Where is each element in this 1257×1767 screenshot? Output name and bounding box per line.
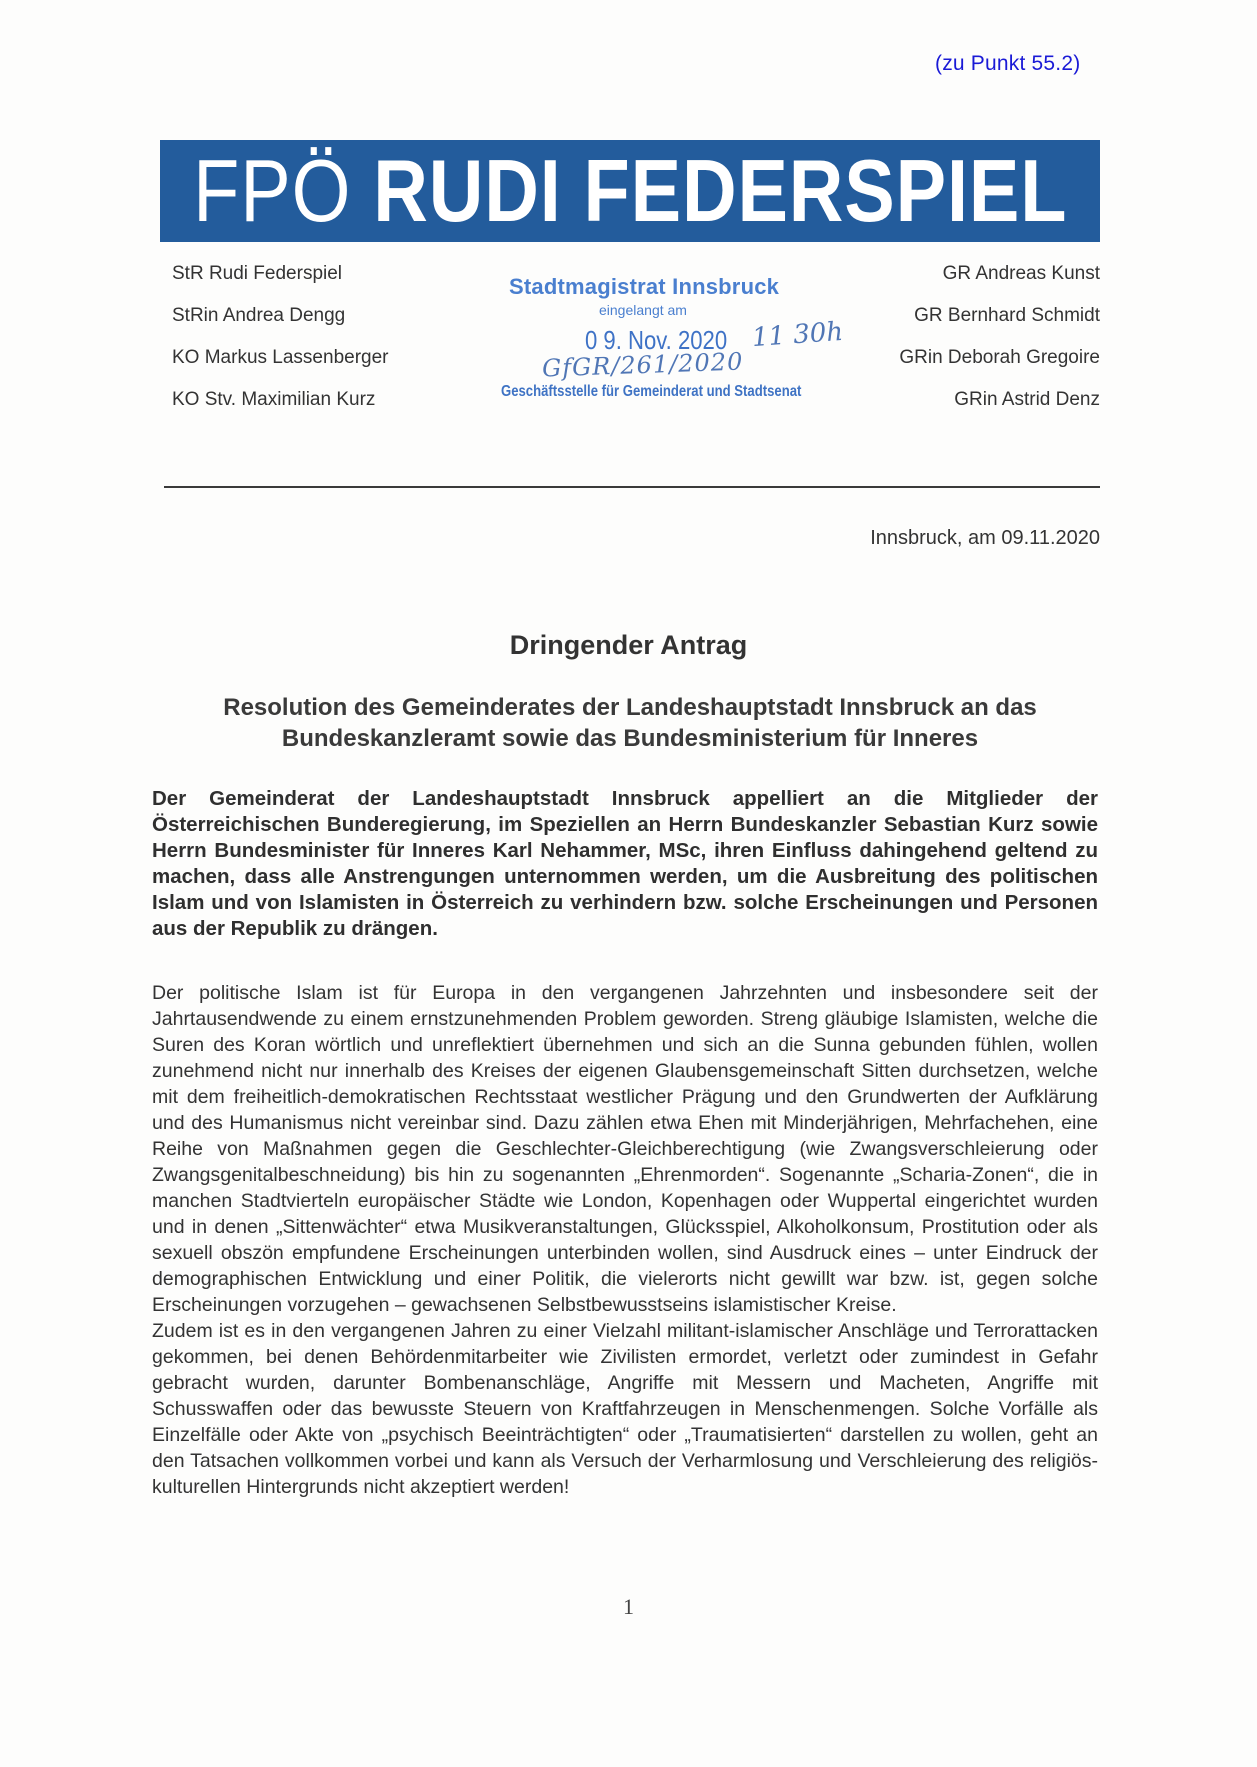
body-paragraph: Der politische Islam ist für Europa in den vergangenen Jahrzehnten und insbesondere seit der Jahrtausendwende zu einem ernstzunehmenden Problem geworden. Streng gläubige Islamisten, welche die Suren des Koran wörtlich und unreflektiert übernehmen und sich an die Sunna gebunden fühlen, wollen zunehmend nicht nur innerhalb des Kreises der eigenen Glaubensgemeinschaft Sitten durchsetzen, welche mit dem freiheitlich-demokratischen Rechtsstaat westlicher Prägung und den Grundwerten der Aufklärung und des Humanismus nicht vereinbar sind. Dazu zählen etwa Ehen mit Minderjährigen, Mehrfachehen, eine Reihe von Maßnahmen gegen die Geschlechter-Gleichberechtigung (wie Zwangsverschleierung oder Zwangsgenitalbeschneidung) bis hin zu sogenannten „Ehrenmorden“. Sogenannte „Scharia-Zonen“, die in manchen Stadtvierteln europäischer Städte wie London, Kopenhagen oder Wuppertal eingerichtet wurden und in denen „Sittenwächter“ etwa Musikveranstaltungen, Glücksspiel, Alkoholkonsum, Prostitution oder als sexuell obszön empfundene Erscheinungen unterbinden wollen, sind Ausdruck eines – unter Eindruck der demographischen Entwicklung und einer Politik, die vielerorts nicht gewillt war bzw. ist, gegen solche Erscheinungen vorzugehen – gewachsenen Selbstbewusstseins islamistischer Kreise. bbox=[152, 982, 1098, 1316]
banner-name: RUDI FEDERSPIEL bbox=[372, 141, 1068, 240]
banner-title bbox=[192, 141, 1068, 240]
member-name: GRin Deborah Gregoire bbox=[899, 347, 1100, 368]
stamp-handwritten-time: 11 30h bbox=[751, 316, 845, 354]
document-type-heading: Dringender Antrag bbox=[509, 630, 748, 660]
member-name: KO Markus Lassenberger bbox=[172, 347, 389, 368]
members-list-left bbox=[172, 262, 389, 430]
resolution-title: Resolution des Gemeinderates der Landeshauptstadt Innsbruck an das Bundeskanzleramt sowie das Bundesministerium für Inneres bbox=[223, 694, 1037, 752]
member-name: StR Rudi Federspiel bbox=[172, 263, 343, 284]
stamp-office: Geschäftsstelle für Gemeinderat und Stadtsenat bbox=[501, 383, 802, 400]
member-name: StRin Andrea Dengg bbox=[172, 305, 346, 326]
members-list-right bbox=[899, 262, 1100, 430]
stamp-subtitle: eingelangt am bbox=[599, 302, 687, 318]
member-name: KO Stv. Maximilian Kurz bbox=[172, 389, 376, 410]
body-paragraph: Zudem ist es in den vergangenen Jahren zu einer Vielzahl militant-islamischer Anschläge und Terrorattacken gekommen, bei denen Behördenmitarbeiter wie Zivilisten ermordet, verletzt oder zumindest in Gefahr gebracht wurden, darunter Bombenanschläge, Angriffe mit Messern und Macheten, Angriffe mit Schusswaffen oder das bewusste Steuern von Kraftfahrzeugen in Menschenmengen. Solche Vorfälle als Einzelfälle oder Akte von „psychisch Beeinträchtigten“ oder „Traumatisierten“ darstellen zu wollen, geht an den Tatsachen vollkommen vorbei und kann als Versuch der Verharmlosung und Verschleierung des religiös-kulturellen Hintergrunds nicht akzeptiert werden! bbox=[152, 1320, 1098, 1498]
body-text bbox=[152, 980, 1098, 1500]
place-and-date: Innsbruck, am 09.11.2020 bbox=[870, 527, 1100, 549]
stamp-date: 0 9. Nov. 2020 bbox=[585, 325, 728, 355]
stamp-handwritten-reference: GfGR/261/2020 bbox=[541, 347, 744, 383]
party-banner bbox=[160, 140, 1100, 242]
header-divider bbox=[164, 486, 1100, 488]
stamp-title: Stadtmagistrat Innsbruck bbox=[509, 274, 780, 299]
member-name: GR Bernhard Schmidt bbox=[914, 305, 1100, 326]
banner-party-prefix: FPÖ bbox=[192, 141, 352, 240]
member-name: GRin Astrid Denz bbox=[954, 389, 1100, 410]
receipt-stamp bbox=[501, 268, 845, 428]
member-name: GR Andreas Kunst bbox=[942, 263, 1100, 284]
page-number: 1 bbox=[623, 1594, 634, 1619]
appeal-paragraph: Der Gemeinderat der Landeshauptstadt Innsbruck appelliert an die Mitglieder der Österreichischen Bunderegierung, im Speziellen an Herrn Bundeskanzler Sebastian Kurz sowie Herrn Bundesminister für Inneres Karl Nehammer, MSc, ihren Einfluss dahingehend geltend zu machen, dass alle Anstrengungen unternommen werden, um die Ausbreitung des politischen Islam und von Islamisten in Österreich zu verhindern bzw. solche Erscheinungen und Personen aus der Republik zu drängen. bbox=[152, 787, 1098, 940]
agenda-reference-note: (zu Punkt 55.2) bbox=[935, 52, 1081, 75]
